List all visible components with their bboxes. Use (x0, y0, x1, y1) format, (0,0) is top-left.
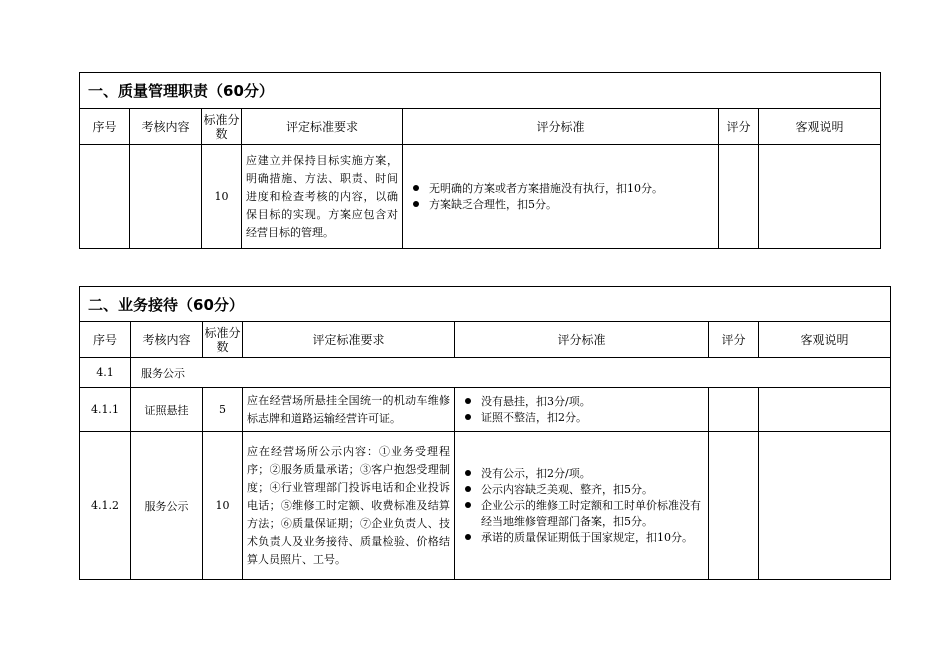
header-score: 评分 (719, 109, 759, 145)
row-score-cell[interactable] (709, 432, 759, 580)
group-row (80, 358, 891, 388)
row-criteria (455, 432, 709, 580)
header-criteria: 评分标准 (403, 109, 719, 145)
table-header-row (80, 109, 881, 145)
bullet-icon (413, 201, 419, 207)
row-content: 证照悬挂 (131, 388, 203, 432)
header-no: 序号 (80, 322, 131, 358)
bullet-icon (465, 502, 471, 508)
table-row (80, 432, 891, 580)
row-remark-cell[interactable] (759, 145, 881, 249)
row-requirement: 应建立并保持目标实施方案，明确措施、方法、职责、时间进度和检查考核的内容，以确保目标的实现。方案应包含对经营目标的管理。 (242, 145, 403, 249)
header-std-score: 标准分数 (203, 322, 243, 358)
row-score-cell[interactable] (709, 388, 759, 432)
header-requirement: 评定标准要求 (242, 109, 403, 145)
row-std-score: 10 (203, 432, 243, 580)
header-no: 序号 (80, 109, 130, 145)
row-no: 4.1.1 (80, 388, 131, 432)
criteria-item: 无明确的方案或者方案措施没有执行，扣10分。 (411, 181, 714, 197)
row-content: 服务公示 (131, 432, 203, 580)
section-title: 一、质量管理职责（60分） (80, 73, 881, 109)
row-std-score: 5 (203, 388, 243, 432)
row-no: 4.1.2 (80, 432, 131, 580)
table-row (80, 388, 891, 432)
row-criteria (455, 388, 709, 432)
bullet-icon (413, 185, 419, 191)
criteria-item: 企业公示的维修工时定额和工时单价标准没有经当地维修管理部门备案，扣5分。 (463, 498, 704, 530)
header-criteria: 评分标准 (455, 322, 709, 358)
header-std-score: 标准分数 (202, 109, 242, 145)
bullet-icon (465, 470, 471, 476)
bullet-icon (465, 534, 471, 540)
row-criteria (403, 145, 719, 249)
header-score: 评分 (709, 322, 759, 358)
header-remark: 客观说明 (759, 109, 881, 145)
business-reception-table (79, 286, 891, 580)
quality-management-table (79, 72, 881, 249)
criteria-item: 没有公示，扣2分/项。 (463, 466, 704, 482)
criteria-item: 承诺的质量保证期低于国家规定，扣10分。 (463, 530, 704, 546)
bullet-icon (465, 486, 471, 492)
group-no: 4.1 (80, 358, 131, 388)
criteria-item: 没有悬挂，扣3分/项。 (463, 394, 704, 410)
header-content: 考核内容 (130, 109, 202, 145)
bullet-icon (465, 398, 471, 404)
table-row (80, 145, 881, 249)
row-score-cell[interactable] (719, 145, 759, 249)
group-label: 服务公示 (131, 358, 891, 388)
row-remark-cell[interactable] (759, 388, 891, 432)
criteria-item: 公示内容缺乏美观、整齐，扣5分。 (463, 482, 704, 498)
header-content: 考核内容 (131, 322, 203, 358)
row-std-score: 10 (202, 145, 242, 249)
row-requirement: 应在经营场所公示内容：①业务受理程序；②服务质量承诺；③客户抱怨受理制度；④行业管理部门投诉电话和企业投诉电话；⑤维修工时定额、收费标准及结算方法；⑥质量保证期；⑦企业负责人、技术负责人及业务接待、质量检验、价格结算人员照片、工号。 (243, 432, 455, 580)
row-remark-cell[interactable] (759, 432, 891, 580)
section-title: 二、业务接待（60分） (80, 287, 891, 322)
criteria-item: 方案缺乏合理性，扣5分。 (411, 197, 714, 213)
header-requirement: 评定标准要求 (243, 322, 455, 358)
row-content (130, 145, 202, 249)
table-header-row (80, 322, 891, 358)
row-requirement: 应在经营场所悬挂全国统一的机动车维修标志牌和道路运输经营许可证。 (243, 388, 455, 432)
row-no (80, 145, 130, 249)
header-remark: 客观说明 (759, 322, 891, 358)
criteria-item: 证照不整洁，扣2分。 (463, 410, 704, 426)
bullet-icon (465, 414, 471, 420)
